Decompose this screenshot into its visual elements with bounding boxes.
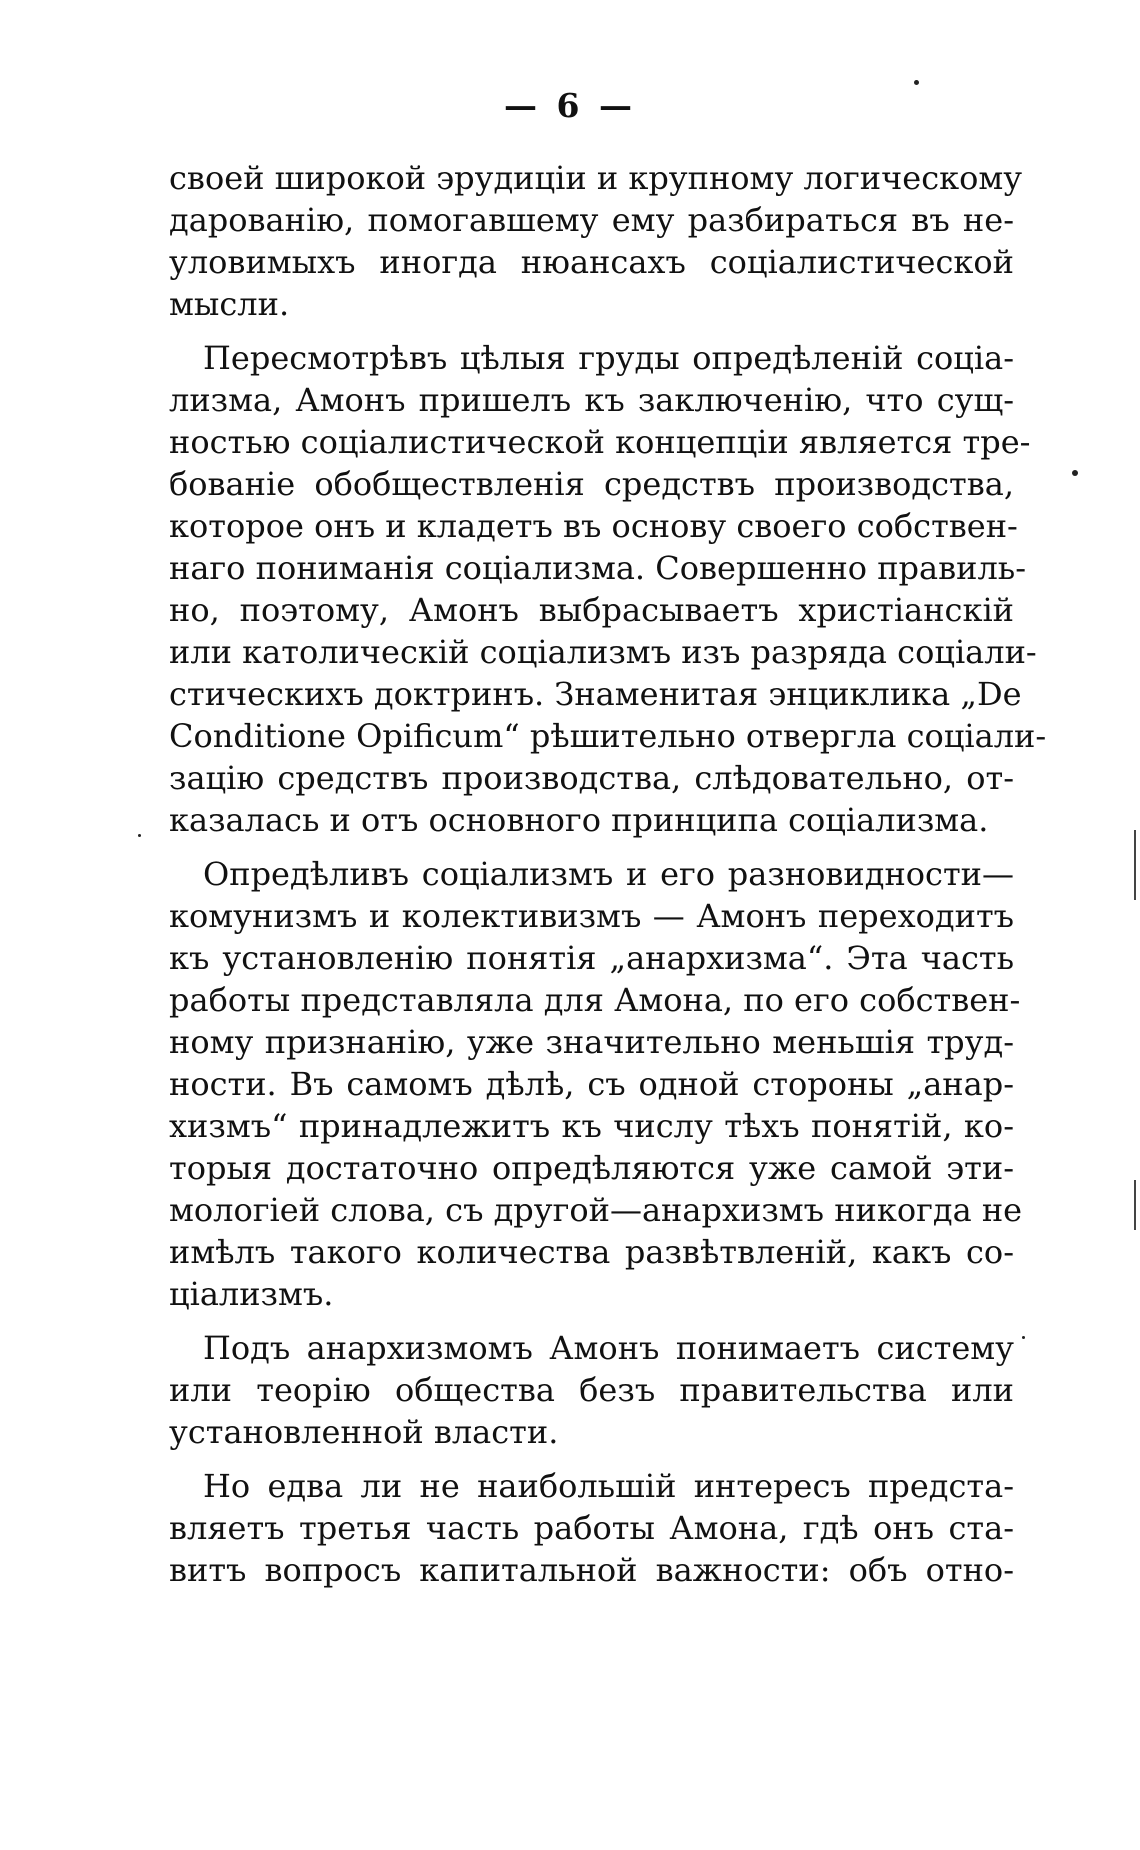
text-line: хизмъ“ принадлежитъ къ числу тѣхъ понятій, ко- xyxy=(169,1107,1014,1145)
scan-speck xyxy=(1072,470,1078,476)
text-line: бованіе обобществленія средствъ производства, xyxy=(169,465,1014,503)
text-line: или теорію общества безъ правительства или xyxy=(169,1371,1014,1409)
scan-edge-mark xyxy=(1134,830,1136,900)
text-line: къ установленію понятія „анархизма“. Эта часть xyxy=(169,939,1014,977)
text-line: ности. Въ самомъ дѣлѣ, съ одной стороны „анар- xyxy=(169,1065,1014,1103)
scan-speck xyxy=(138,834,141,837)
paragraph xyxy=(169,1465,1014,1591)
scan-speck xyxy=(1022,1336,1025,1339)
text-line: установленной власти. xyxy=(169,1413,559,1451)
text-line: Подъ анархизмомъ Амонъ понимаетъ систему xyxy=(203,1329,1014,1367)
text-line: Conditione Opificum“ рѣшительно отвергла соціали- xyxy=(169,717,1047,755)
text-line: Опредѣливъ соціализмъ и его разновидности— xyxy=(203,855,1014,893)
text-line: зацію средствъ производства, слѣдовательно, от- xyxy=(169,759,1014,797)
text-line: комунизмъ и колективизмъ — Амонъ переходитъ xyxy=(169,897,1014,935)
text-line: ному признанію, уже значительно меньшія труд- xyxy=(169,1023,1014,1061)
page-number: — 6 — xyxy=(504,86,636,125)
text-line: казалась и отъ основного принципа соціализма. xyxy=(169,801,989,839)
text-line: уловимыхъ иногда нюансахъ соціалистической xyxy=(169,243,1014,281)
text-line: Пересмотрѣвъ цѣлыя груды опредѣленій соціа- xyxy=(203,339,1014,377)
paragraph xyxy=(169,853,1023,1315)
text-line: наго пониманія соціализма. Совершенно правиль- xyxy=(169,549,1027,587)
text-line: витъ вопросъ капитальной важности: объ отно- xyxy=(169,1551,1014,1589)
text-line: имѣлъ такого количества развѣтвленій, какъ со- xyxy=(169,1233,1014,1271)
text-line: дарованію, помогавшему ему разбираться въ не- xyxy=(169,201,1014,239)
text-line: или католическій соціализмъ изъ разряда соціали- xyxy=(169,633,1037,671)
text-line: стическихъ доктринъ. Знаменитая энциклика „De xyxy=(169,675,1022,713)
text-line: но, поэтому, Амонъ выбрасываетъ христіанскій xyxy=(169,591,1014,629)
paragraph xyxy=(169,337,1047,841)
paragraph xyxy=(169,157,1023,325)
scan-speck xyxy=(914,80,919,85)
text-line: вляетъ третья часть работы Амона, гдѣ онъ ста- xyxy=(169,1509,1014,1547)
text-line: которое онъ и кладетъ въ основу своего собствен- xyxy=(169,507,1018,545)
text-line: ностью соціалистической концепціи является тре- xyxy=(169,423,1031,461)
text-line: работы представляла для Амона, по его собствен- xyxy=(169,981,1021,1019)
text-line: мысли. xyxy=(169,285,290,323)
paragraph xyxy=(169,1327,1014,1453)
text-line: мологіей слова, съ другой—анархизмъ никогда не xyxy=(169,1191,1023,1229)
text-line: лизма, Амонъ пришелъ къ заключенію, что сущ- xyxy=(169,381,1014,419)
text-line: торыя достаточно опредѣляются уже самой эти- xyxy=(169,1149,1014,1187)
scan-edge-mark xyxy=(1134,1180,1136,1230)
body-text xyxy=(169,157,1047,1591)
text-line: ціализмъ. xyxy=(169,1275,334,1313)
text-line: Но едва ли не наибольшій интересъ предста- xyxy=(203,1467,1014,1505)
text-line: своей широкой эрудиціи и крупному логическому xyxy=(169,159,1023,197)
